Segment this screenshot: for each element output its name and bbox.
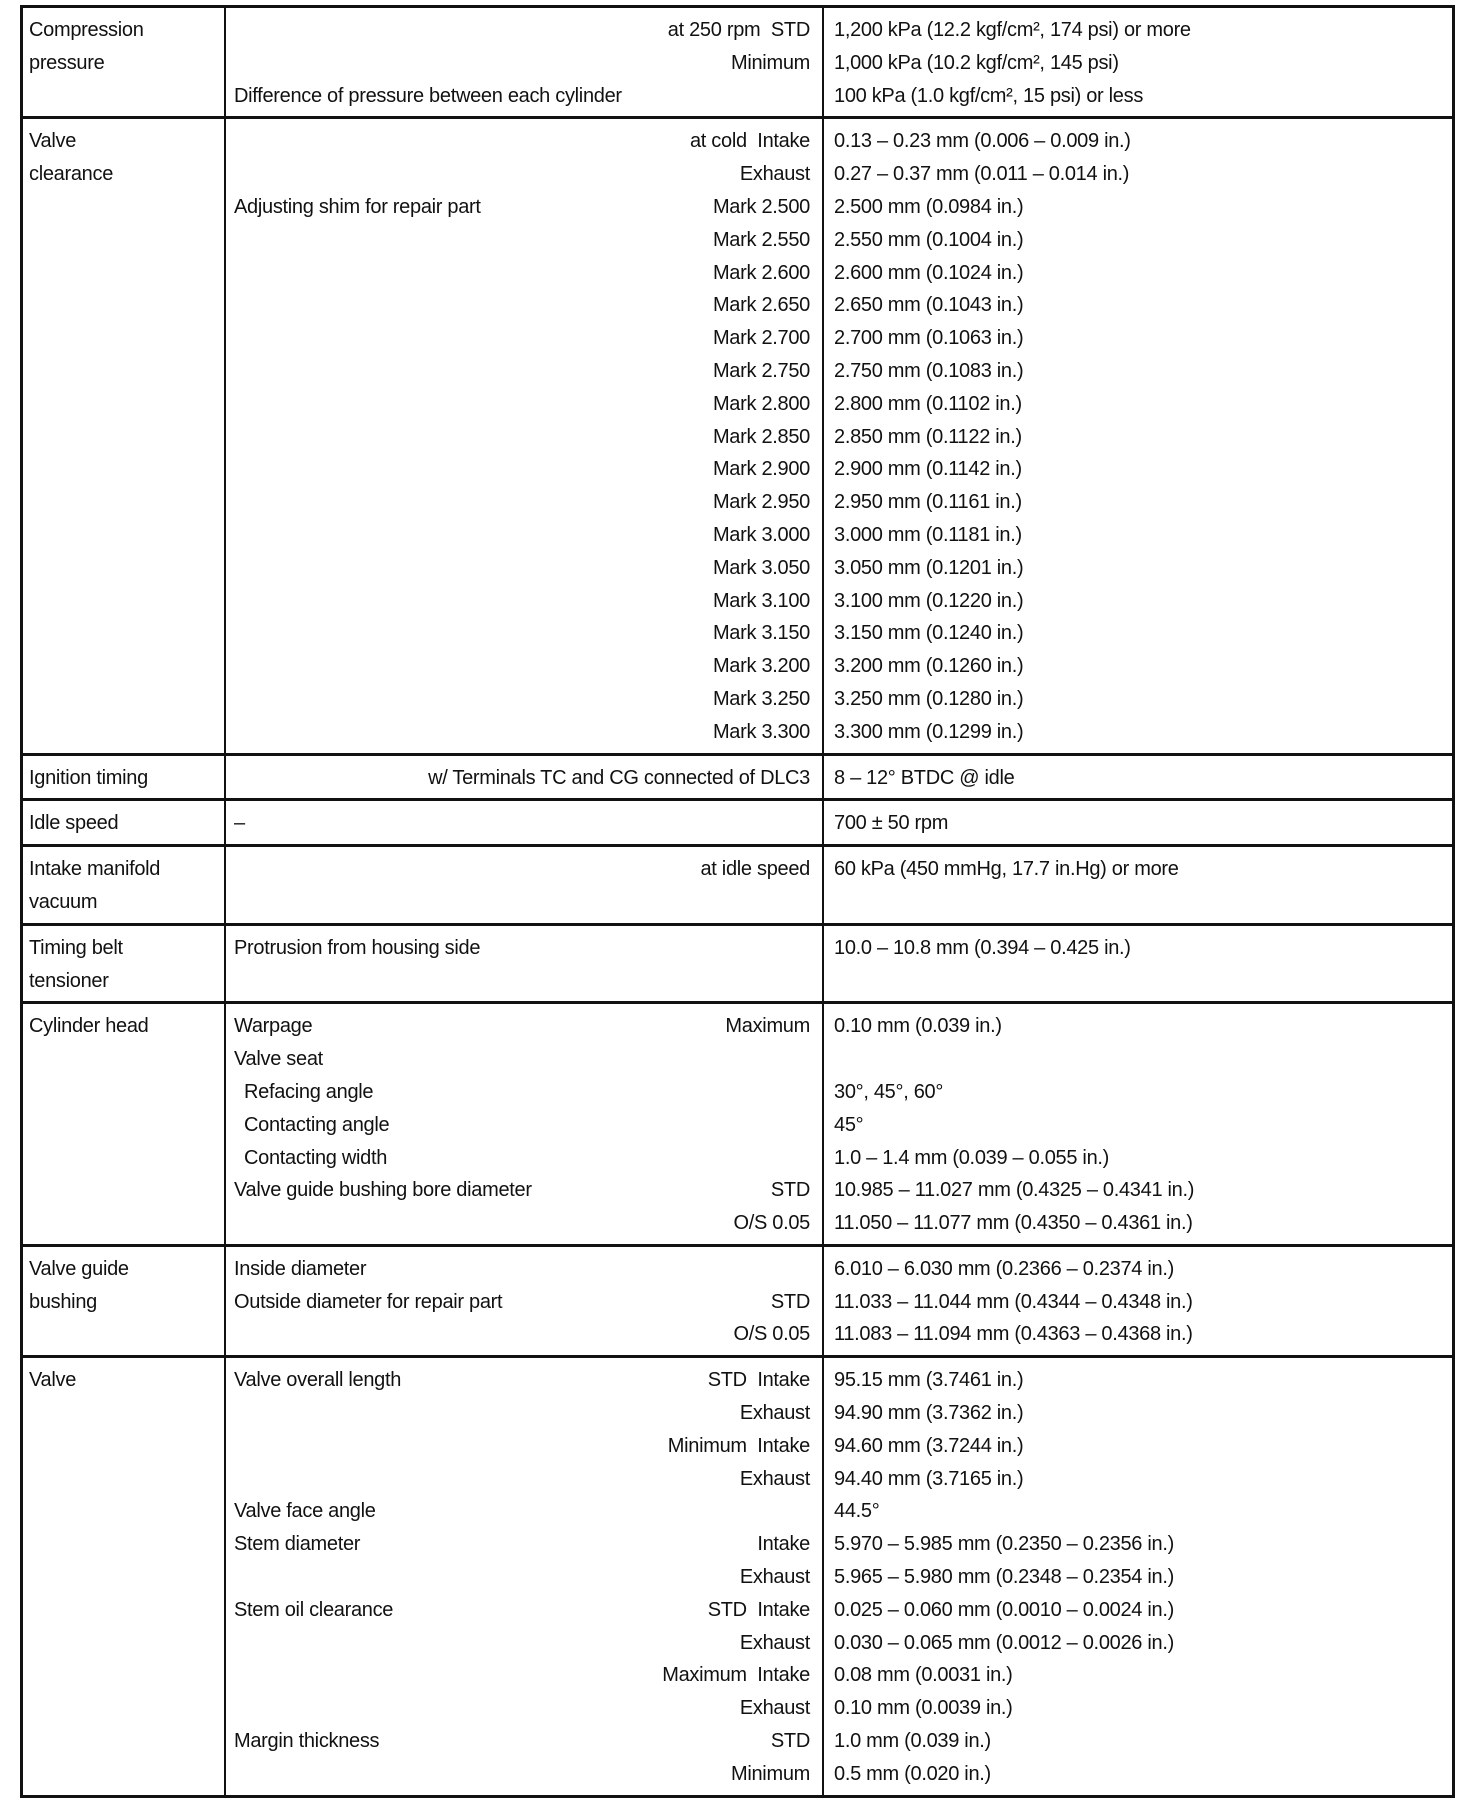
condition-line xyxy=(234,1142,810,1175)
spec-value: 0.08 mm (0.0031 in.) xyxy=(834,1664,1013,1687)
condition-text: Refacing angle xyxy=(244,1080,374,1103)
condition-text: Contacting width xyxy=(244,1146,388,1169)
spec-value: 60 kPa (450 mmHg, 17.7 in.Hg) or more xyxy=(834,858,1179,881)
spec-value: 100 kPa (1.0 kgf/cm², 15 psi) or less xyxy=(834,84,1144,107)
condition-line xyxy=(234,1174,810,1207)
item-name: Timing belt xyxy=(29,936,123,959)
spec-value: 94.60 mm (3.7244 in.) xyxy=(834,1434,1024,1457)
spec-value: 94.40 mm (3.7165 in.) xyxy=(834,1467,1024,1490)
item-name: Valve xyxy=(29,130,77,153)
condition-text: Valve face angle xyxy=(234,1500,376,1523)
spec-value: 3.050 mm (0.1201 in.) xyxy=(834,556,1024,579)
item-name-cell xyxy=(23,8,226,116)
item-name-cell xyxy=(23,1358,226,1794)
condition-qualifier: Intake xyxy=(757,1533,810,1556)
condition-line xyxy=(234,552,810,585)
condition-line xyxy=(234,650,810,683)
value-cell xyxy=(824,756,1452,799)
condition-cell xyxy=(226,1004,824,1244)
spec-value: 30°, 45°, 60° xyxy=(834,1080,944,1103)
condition-qualifier: Mark 2.950 xyxy=(712,491,810,514)
spec-value: 2.950 mm (0.1161 in.) xyxy=(834,491,1022,514)
condition-qualifier: STD xyxy=(770,1730,810,1753)
condition-qualifier: STD Intake xyxy=(707,1598,810,1621)
spec-section xyxy=(23,798,1452,844)
condition-line xyxy=(234,388,810,421)
condition-line xyxy=(234,1463,810,1496)
spec-section xyxy=(23,8,1452,116)
condition-qualifier: Minimum xyxy=(730,1762,810,1785)
condition-line xyxy=(234,1286,810,1319)
condition-line xyxy=(234,1109,810,1142)
spec-section xyxy=(23,1001,1452,1244)
spec-value: 1,200 kPa (12.2 kgf/cm², 174 psi) or more xyxy=(834,19,1191,41)
item-name-cell xyxy=(23,801,226,844)
condition-cell xyxy=(226,926,824,1002)
spec-value: 11.050 – 11.077 mm (0.4350 – 0.4361 in.) xyxy=(834,1212,1193,1235)
condition-qualifier: O/S 0.05 xyxy=(733,1212,810,1235)
condition-line xyxy=(234,1561,810,1594)
condition-line xyxy=(234,1430,810,1463)
spec-value: 45° xyxy=(834,1113,864,1136)
condition-line xyxy=(234,1010,810,1043)
condition-qualifier: O/S 0.05 xyxy=(733,1323,810,1346)
spec-value: 3.150 mm (0.1240 in.) xyxy=(834,622,1024,645)
condition-line xyxy=(234,1528,810,1561)
condition-line xyxy=(234,289,810,322)
spec-value: 0.10 mm (0.0039 in.) xyxy=(834,1697,1013,1720)
spec-value: 3.200 mm (0.1260 in.) xyxy=(834,655,1024,678)
condition-text: Valve guide bushing bore diameter xyxy=(234,1179,532,1202)
item-name: vacuum xyxy=(29,890,98,913)
condition-line xyxy=(234,47,810,80)
spec-section xyxy=(23,1244,1452,1355)
condition-qualifier: Mark 3.100 xyxy=(712,589,810,612)
spec-table xyxy=(20,5,1455,1798)
spec-value: 0.5 mm (0.020 in.) xyxy=(834,1762,991,1785)
condition-qualifier: Mark 3.000 xyxy=(712,523,810,546)
condition-line xyxy=(234,1627,810,1660)
spec-value: 2.700 mm (0.1063 in.) xyxy=(834,327,1024,350)
condition-qualifier: STD xyxy=(770,1290,810,1313)
spec-section xyxy=(23,923,1452,1002)
condition-qualifier: at 250 rpm STD xyxy=(667,19,810,41)
spec-value: 6.010 – 6.030 mm (0.2366 – 0.2374 in.) xyxy=(834,1257,1174,1280)
item-name-cell xyxy=(23,119,226,752)
spec-section xyxy=(23,753,1452,799)
spec-value: 2.500 mm (0.0984 in.) xyxy=(834,195,1024,218)
condition-line xyxy=(234,486,810,519)
condition-line xyxy=(234,125,810,158)
condition-cell xyxy=(226,847,824,923)
item-name: Valve xyxy=(29,1369,77,1392)
condition-qualifier: Mark 2.550 xyxy=(712,228,810,251)
condition-qualifier: Minimum Intake xyxy=(667,1434,810,1457)
condition-line xyxy=(234,191,810,224)
condition-text: Stem oil clearance xyxy=(234,1598,394,1621)
condition-text: Valve seat xyxy=(234,1048,323,1071)
spec-value: 3.100 mm (0.1220 in.) xyxy=(834,589,1024,612)
condition-line xyxy=(234,421,810,454)
condition-line xyxy=(234,80,810,113)
condition-text: Stem diameter xyxy=(234,1533,361,1556)
condition-text: Adjusting shim for repair part xyxy=(234,195,481,218)
condition-text: Outside diameter for repair part xyxy=(234,1290,503,1313)
condition-qualifier: Exhaust xyxy=(739,1697,810,1720)
spec-value: 5.965 – 5.980 mm (0.2348 – 0.2354 in.) xyxy=(834,1566,1174,1589)
condition-qualifier: Mark 2.600 xyxy=(712,261,810,284)
condition-cell xyxy=(226,1358,824,1794)
item-name: Compression xyxy=(29,19,144,41)
spec-value: 2.650 mm (0.1043 in.) xyxy=(834,294,1024,317)
item-name: Idle speed xyxy=(29,812,119,835)
condition-qualifier: Mark 3.200 xyxy=(712,655,810,678)
spec-value: 2.900 mm (0.1142 in.) xyxy=(834,458,1022,481)
condition-line xyxy=(234,14,810,47)
spec-value: 8 – 12° BTDC @ idle xyxy=(834,766,1015,789)
condition-qualifier: Mark 2.900 xyxy=(712,458,810,481)
spec-value: 5.970 – 5.985 mm (0.2350 – 0.2356 in.) xyxy=(834,1533,1174,1556)
condition-line xyxy=(234,585,810,618)
condition-line xyxy=(234,1207,810,1240)
condition-cell xyxy=(226,801,824,844)
condition-line xyxy=(234,716,810,749)
condition-line xyxy=(234,1397,810,1430)
condition-line xyxy=(234,1076,810,1109)
value-cell xyxy=(824,1004,1452,1244)
condition-qualifier: STD xyxy=(770,1179,810,1202)
condition-qualifier: at cold Intake xyxy=(689,130,810,153)
condition-qualifier: w/ Terminals TC and CG connected of DLC3 xyxy=(428,766,810,789)
spec-value: 3.300 mm (0.1299 in.) xyxy=(834,720,1024,743)
condition-line xyxy=(234,519,810,552)
item-name: bushing xyxy=(29,1290,97,1313)
item-name: Intake manifold xyxy=(29,858,161,881)
spec-section xyxy=(23,1355,1452,1794)
condition-line xyxy=(234,853,810,886)
value-cell xyxy=(824,1358,1452,1794)
condition-line xyxy=(234,158,810,191)
item-name: tensioner xyxy=(29,969,109,992)
condition-qualifier: Exhaust xyxy=(739,1631,810,1654)
spec-section xyxy=(23,116,1452,752)
condition-line xyxy=(234,762,810,795)
condition-qualifier: Exhaust xyxy=(739,1402,810,1425)
condition-text: Protrusion from housing side xyxy=(234,936,481,959)
condition-line xyxy=(234,1043,810,1076)
condition-qualifier: Exhaust xyxy=(739,1566,810,1589)
condition-line xyxy=(234,932,810,965)
condition-qualifier: Minimum xyxy=(730,51,810,74)
condition-qualifier: Mark 2.800 xyxy=(712,392,810,415)
item-name-cell xyxy=(23,847,226,923)
value-cell xyxy=(824,119,1452,752)
condition-qualifier: Exhaust xyxy=(739,163,810,186)
value-cell xyxy=(824,847,1452,923)
item-name-cell xyxy=(23,756,226,799)
value-cell xyxy=(824,801,1452,844)
item-name-cell xyxy=(23,1247,226,1355)
spec-value: 2.800 mm (0.1102 in.) xyxy=(834,392,1022,415)
condition-line xyxy=(234,1758,810,1791)
spec-value: 3.000 mm (0.1181 in.) xyxy=(834,523,1022,546)
condition-line xyxy=(234,1692,810,1725)
condition-text: – xyxy=(234,812,245,835)
condition-text: Margin thickness xyxy=(234,1730,380,1753)
condition-cell xyxy=(226,756,824,799)
condition-line xyxy=(234,1318,810,1351)
condition-text: Warpage xyxy=(234,1015,313,1038)
condition-qualifier: Mark 2.650 xyxy=(712,294,810,317)
condition-qualifier: Exhaust xyxy=(739,1467,810,1490)
spec-value: 0.10 mm (0.039 in.) xyxy=(834,1015,1002,1038)
condition-cell xyxy=(226,8,824,116)
spec-value: 0.27 – 0.37 mm (0.011 – 0.014 in.) xyxy=(834,163,1130,186)
item-name: clearance xyxy=(29,163,114,186)
spec-section xyxy=(23,844,1452,923)
spec-value: 0.030 – 0.065 mm (0.0012 – 0.0026 in.) xyxy=(834,1631,1174,1654)
spec-value: 2.550 mm (0.1004 in.) xyxy=(834,228,1024,251)
spec-value: 3.250 mm (0.1280 in.) xyxy=(834,687,1024,710)
item-name: Ignition timing xyxy=(29,766,148,789)
condition-qualifier: Maximum xyxy=(725,1015,810,1038)
condition-text: Contacting angle xyxy=(244,1113,390,1136)
item-name-cell xyxy=(23,1004,226,1244)
spec-value: 2.750 mm (0.1083 in.) xyxy=(834,359,1024,382)
item-name: Cylinder head xyxy=(29,1015,149,1038)
spec-value: 44.5° xyxy=(834,1500,880,1523)
spec-value: 0.025 – 0.060 mm (0.0010 – 0.0024 in.) xyxy=(834,1598,1174,1621)
condition-line xyxy=(234,683,810,716)
spec-value: 10.0 – 10.8 mm (0.394 – 0.425 in.) xyxy=(834,936,1131,959)
condition-qualifier: Mark 2.750 xyxy=(712,359,810,382)
condition-line xyxy=(234,1725,810,1758)
condition-qualifier: Mark 2.700 xyxy=(712,327,810,350)
condition-qualifier: Maximum Intake xyxy=(662,1664,810,1687)
condition-line xyxy=(234,257,810,290)
spec-value xyxy=(834,1043,1452,1076)
condition-line xyxy=(234,807,810,840)
condition-line xyxy=(234,1364,810,1397)
condition-qualifier: Mark 2.850 xyxy=(712,425,810,448)
condition-text: Inside diameter xyxy=(234,1257,367,1280)
condition-line xyxy=(234,1659,810,1692)
spec-value: 1.0 mm (0.039 in.) xyxy=(834,1730,991,1753)
condition-qualifier: at idle speed xyxy=(700,858,810,881)
spec-value: 95.15 mm (3.7461 in.) xyxy=(834,1369,1024,1392)
condition-line xyxy=(234,453,810,486)
condition-line xyxy=(234,1594,810,1627)
condition-qualifier: Mark 2.500 xyxy=(712,195,810,218)
value-cell xyxy=(824,926,1452,1002)
condition-line xyxy=(234,617,810,650)
spec-value: 2.600 mm (0.1024 in.) xyxy=(834,261,1024,284)
condition-qualifier: Mark 3.150 xyxy=(712,622,810,645)
spec-value: 94.90 mm (3.7362 in.) xyxy=(834,1402,1024,1425)
value-cell xyxy=(824,8,1452,116)
condition-qualifier: Mark 3.050 xyxy=(712,556,810,579)
item-name-cell xyxy=(23,926,226,1002)
condition-qualifier: Mark 3.300 xyxy=(712,720,810,743)
condition-cell xyxy=(226,119,824,752)
condition-qualifier: STD Intake xyxy=(707,1369,810,1392)
condition-text: Difference of pressure between each cylinder xyxy=(234,84,622,107)
condition-line xyxy=(234,322,810,355)
spec-value: 11.033 – 11.044 mm (0.4344 – 0.4348 in.) xyxy=(834,1290,1193,1313)
condition-line xyxy=(234,1253,810,1286)
item-name: Valve guide xyxy=(29,1257,129,1280)
spec-value: 0.13 – 0.23 mm (0.006 – 0.009 in.) xyxy=(834,130,1131,153)
spec-value: 1.0 – 1.4 mm (0.039 – 0.055 in.) xyxy=(834,1146,1110,1169)
condition-line xyxy=(234,1495,810,1528)
spec-value: 700 ± 50 rpm xyxy=(834,812,949,835)
item-name: pressure xyxy=(29,51,105,74)
condition-cell xyxy=(226,1247,824,1355)
condition-line xyxy=(234,355,810,388)
condition-line xyxy=(234,224,810,257)
spec-value: 2.850 mm (0.1122 in.) xyxy=(834,425,1022,448)
condition-qualifier: Mark 3.250 xyxy=(712,687,810,710)
spec-value: 10.985 – 11.027 mm (0.4325 – 0.4341 in.) xyxy=(834,1179,1195,1202)
spec-value: 11.083 – 11.094 mm (0.4363 – 0.4368 in.) xyxy=(834,1323,1193,1346)
spec-value: 1,000 kPa (10.2 kgf/cm², 145 psi) xyxy=(834,51,1119,74)
value-cell xyxy=(824,1247,1452,1355)
condition-text: Valve overall length xyxy=(234,1369,402,1392)
